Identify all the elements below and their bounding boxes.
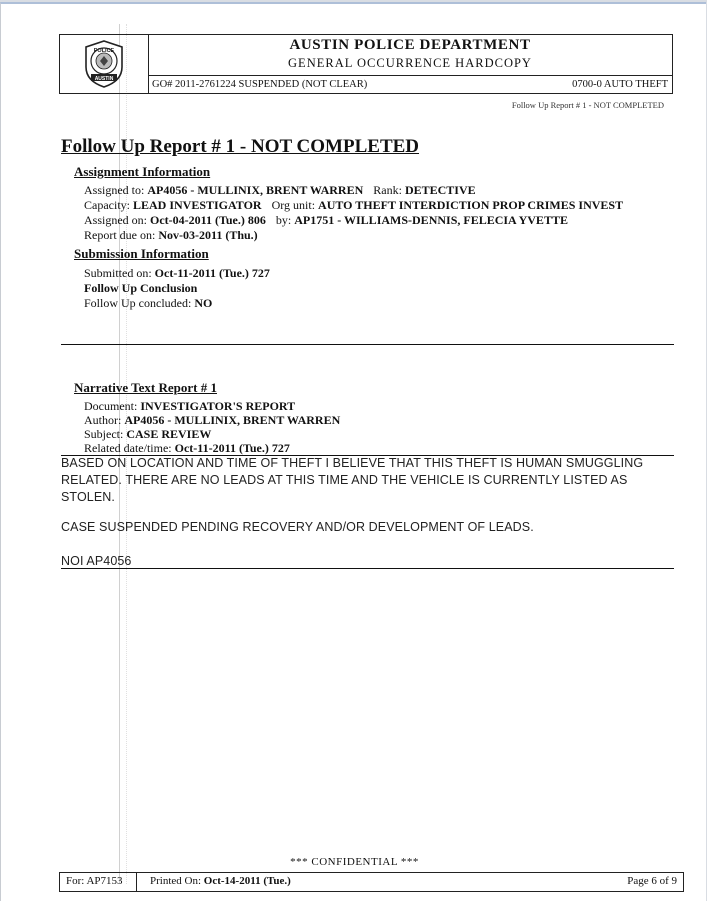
narrative-paragraph-2: CASE SUSPENDED PENDING RECOVERY AND/OR DEVELOPMENT OF LEADS.: [61, 520, 534, 534]
follow-up-title: Follow Up Report # 1 - NOT COMPLETED: [61, 136, 420, 157]
page-footer: [59, 872, 684, 892]
follow-up-small-header: Follow Up Report # 1 - NOT COMPLETED: [511, 100, 664, 110]
narrative-heading: Narrative Text Report # 1: [74, 380, 217, 395]
conclusion-heading: Follow Up Conclusion: [84, 281, 198, 295]
offense-code: 0700-0 AUTO THEFT: [572, 79, 668, 90]
author-line: Author: AP4056 - MULLINIX, BRENT WARREN: [84, 413, 341, 427]
case-info-row: [148, 75, 672, 93]
submission-heading: Submission Information: [74, 246, 209, 261]
assigned-on-line: Assigned on: Oct-04-2011 (Tue.) 806 by: AP1751 - WILLIAMS-DENNIS, FELECIA YVETTE: [84, 213, 568, 227]
confidential-label: *** CONFIDENTIAL ***: [290, 856, 419, 868]
assigned-to-line: Assigned to: AP4056 - MULLINIX, BRENT WARREN Rank: DETECTIVE: [84, 183, 476, 197]
footer-divider: [136, 873, 137, 891]
submitted-on-line: Submitted on: Oct-11-2011 (Tue.) 727: [84, 266, 270, 280]
svg-text:POLICE: POLICE: [93, 48, 115, 54]
report-header: [59, 34, 673, 94]
svg-text:AUSTIN: AUSTIN: [94, 75, 114, 82]
department-title: AUSTIN POLICE DEPARTMENT: [289, 37, 531, 53]
section-divider: [61, 344, 674, 345]
subject-line: Subject: CASE REVIEW: [84, 427, 212, 441]
police-seal-cell: [60, 35, 149, 93]
document-page: [0, 2, 706, 901]
police-badge-icon: [82, 39, 126, 89]
report-due-line: Report due on: Nov-03-2011 (Thu.): [84, 228, 258, 242]
assignment-heading: Assignment Information: [74, 164, 211, 179]
printed-on: Printed On: Oct-14-2011 (Tue.): [150, 875, 291, 887]
page-number: Page 6 of 9: [627, 875, 677, 887]
document-type-title: GENERAL OCCURRENCE HARDCOPY: [288, 56, 532, 70]
narrative-bottom-rule: [61, 568, 674, 569]
document-line: Document: INVESTIGATOR'S REPORT: [84, 399, 296, 413]
concluded-line: Follow Up concluded: NO: [84, 296, 213, 310]
narrative-paragraph-1: BASED ON LOCATION AND TIME OF THEFT I BELIEVE THAT THIS THEFT IS HUMAN SMUGGLING RELATED. THERE ARE NO LEADS AT THIS TIME AND THE VEHICLE IS CURRENTLY LISTED AS STOLEN.: [61, 456, 644, 504]
narrative-signature: NOI AP4056: [61, 554, 132, 568]
go-number: GO# 2011-2761224 SUSPENDED (NOT CLEAR): [152, 79, 368, 90]
printed-for: For: AP7153: [66, 875, 123, 887]
related-datetime-line: Related date/time: Oct-11-2011 (Tue.) 727: [84, 441, 290, 455]
capacity-line: Capacity: LEAD INVESTIGATOR Org unit: AUTO THEFT INTERDICTION PROP CRIMES INVEST: [84, 198, 624, 212]
